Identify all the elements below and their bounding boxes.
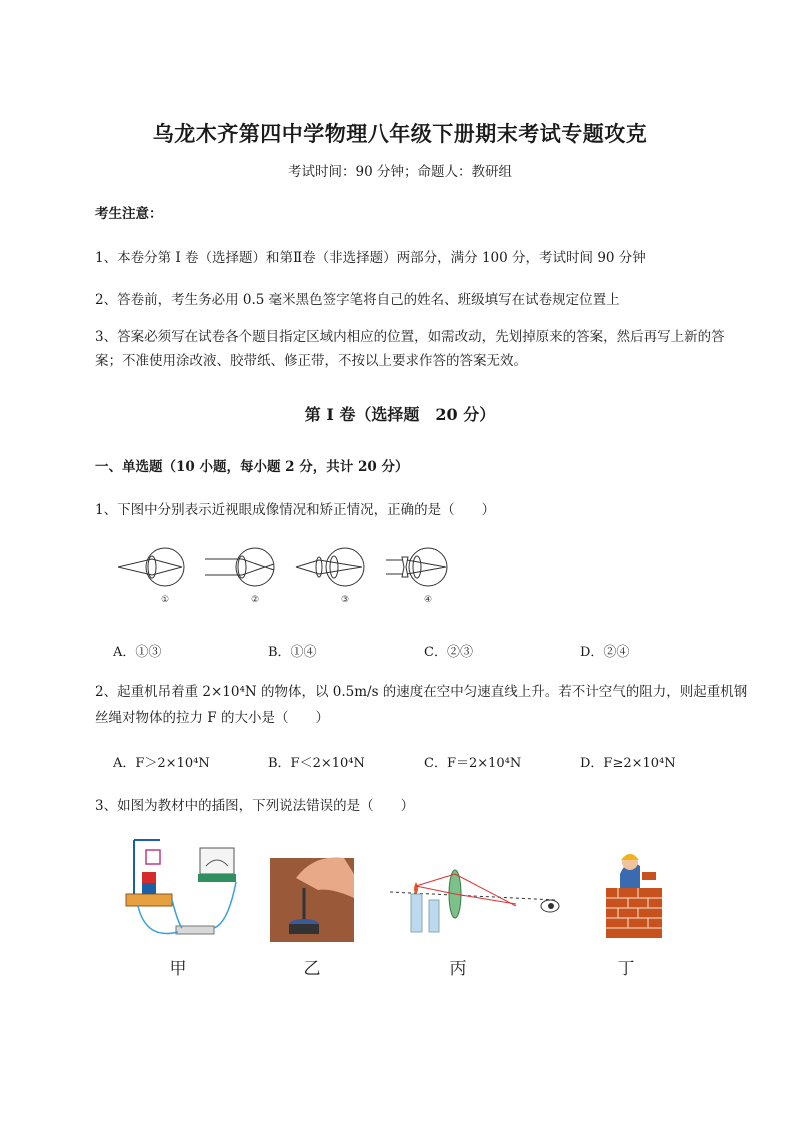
notice-item-1: 1、本卷分第 I 卷（选择题）和第Ⅱ卷（非选择题）两部分，满分 100 分，考试时间 90 分钟 bbox=[95, 250, 646, 266]
figure-label-1: ① bbox=[160, 595, 170, 605]
textbook-illustrations-figure bbox=[118, 828, 678, 983]
question-1-stem: 1、下图中分别表示近视眼成像情况和矫正情况，正确的是（ ） bbox=[95, 502, 496, 518]
q1-option-b[interactable]: B．①④ bbox=[268, 645, 317, 660]
eye-diagram-1 bbox=[118, 548, 184, 586]
illustration-label-bing: 丙 bbox=[449, 959, 467, 979]
illustration-label-ding: 丁 bbox=[617, 959, 635, 979]
q1-option-a[interactable]: A．①③ bbox=[113, 645, 162, 660]
q2-option-c[interactable]: C．F＝2×10⁴N bbox=[424, 756, 522, 771]
exam-info: 考试时间：90 分钟；命题人：教研组 bbox=[288, 164, 512, 180]
illustration-label-jia: 甲 bbox=[169, 959, 187, 979]
page-title: 乌龙木齐第四中学物理八年级下册期末考试专题攻克 bbox=[152, 121, 648, 146]
section-title: 第 I 卷（选择题 20 分） bbox=[304, 405, 496, 424]
part-title: 一、单选题（10 小题，每小题 2 分，共计 20 分） bbox=[95, 459, 409, 475]
eye-diagram-3 bbox=[296, 548, 364, 586]
brick-wall-illustration bbox=[606, 854, 662, 979]
eye-diagram-figure bbox=[110, 545, 460, 607]
eye-diagram-4 bbox=[386, 548, 447, 586]
q1-option-d[interactable]: D．②④ bbox=[580, 645, 630, 660]
figure-label-2: ② bbox=[250, 595, 260, 605]
candle-lens-illustration bbox=[390, 870, 559, 979]
hand-press-illustration bbox=[270, 857, 354, 979]
question-3-stem: 3、如图为教材中的插图，下列说法错误的是（ ） bbox=[95, 798, 415, 814]
notice-heading: 考生注意： bbox=[95, 206, 163, 222]
q2-option-b[interactable]: B．F＜2×10⁴N bbox=[268, 756, 365, 771]
notice-item-2: 2、答卷前，考生务必用 0.5 毫米黑色签字笔将自己的姓名、班级填写在试卷规定位置上 bbox=[95, 292, 620, 308]
electromagnet-illustration bbox=[126, 840, 236, 979]
figure-label-3: ③ bbox=[340, 595, 350, 605]
illustration-label-yi: 乙 bbox=[303, 959, 321, 979]
eye-diagram-2 bbox=[205, 548, 274, 586]
q1-option-c[interactable]: C．②③ bbox=[424, 645, 473, 660]
q2-option-a[interactable]: A．F＞2×10⁴N bbox=[113, 756, 210, 771]
question-2-stem: 2、起重机吊着重 2×10⁴N 的物体，以 0.5m/s 的速度在空中匀速直线上升。若不计空气的阻力，则起重机钢丝绳对物体的拉力 F 的大小是（ ） bbox=[95, 684, 748, 726]
notice-item-3: 3、答案必须写在试卷各个题目指定区域内相应的位置，如需改动，先划掉原来的答案，然后再写上新的答案；不准使用涂改液、胶带纸、修正带，不按以上要求作答的答案无效。 bbox=[95, 329, 725, 369]
figure-label-4: ④ bbox=[423, 595, 433, 605]
q2-option-d[interactable]: D．F≥2×10⁴N bbox=[580, 756, 676, 771]
